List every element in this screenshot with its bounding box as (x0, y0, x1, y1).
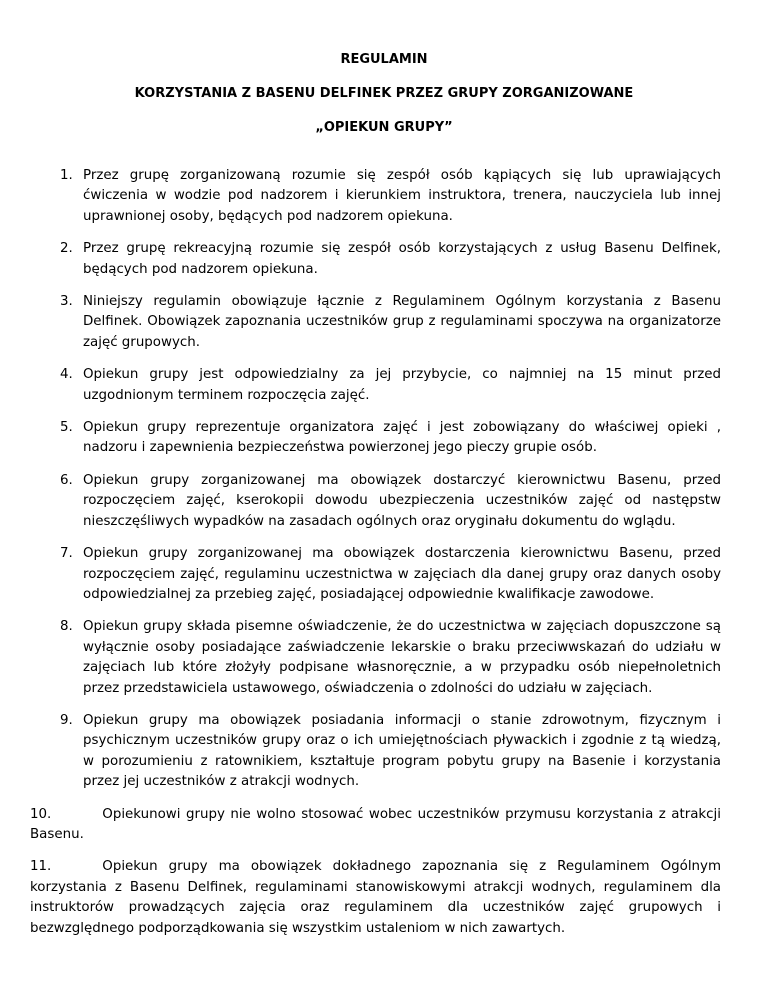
list-item (60, 471, 721, 532)
item-number: 3. (60, 294, 73, 310)
document-section-title: „OPIEKUN GRUPY” (315, 120, 453, 135)
item-text: Niniejszy regulamin obowiązuje łącznie z Regulaminem Ogólnym korzystania z Basenu Delfinek. Obowiązek zapoznania uczestników grup z regulaminami spoczywa na organizatorze zajęć grupowych. (83, 294, 721, 350)
item-number: 10. (30, 806, 52, 822)
list-item (30, 805, 721, 846)
item-text: Opiekun grupy zorganizowanej ma obowiązek dostarczyć kierownictwu Basenu, przed rozpoczęciem zajęć, kserokopii dowodu ubezpieczenia uczestników zajęć od następstw nieszczęśliwych wypadków na zasadach ogólnych oraz oryginału dokumentu do wglądu. (83, 472, 721, 529)
item-number: 8. (60, 619, 73, 635)
item-number: 11. (30, 859, 52, 875)
item-text: Przez grupę rekreacyjną rozumie się zespół osób korzystających z usług Basenu Delfinek, będących pod nadzorem opiekuna. (83, 241, 721, 277)
list-item (30, 857, 721, 939)
item-number: 2. (60, 241, 73, 257)
list-item (60, 418, 721, 459)
item-number: 1. (60, 168, 73, 183)
list-item (60, 365, 721, 406)
item-text: Opiekun grupy ma obowiązek dokładnego zapoznania się z Regulaminem Ogólnym korzystania z Basenu Delfinek, regulaminami stanowiskowymi atrakcji wodnych, regulaminem dla instruktorów prowadzących zajęcia oraz regulaminem dla uczestników zajęć grupowych i bezwzględnego podporządkowania się wszystkim ustaleniom w nich zawartych. (30, 859, 721, 936)
item-text: Opiekunowi grupy nie wolno stosować wobec uczestników przymusu korzystania z atrakcji Basenu. (30, 806, 721, 842)
list-item (60, 711, 721, 793)
item-number: 4. (60, 367, 73, 383)
list-item (60, 544, 721, 605)
item-text: Opiekun grupy składa pisemne oświadczenie, że do uczestnictwa w zajęciach dopuszczone są wyłącznie osoby posiadające zaświadczenie lekarskie o braku przeciwwskazań do udziału w zajęciach lub które złożyły podpisane własnoręcznie, a w przypadku osób niepełnoletnich przez przedstawiciela ustawowego, oświadczenia o zdolności do udziału w zajęciach. (83, 619, 721, 696)
list-item (60, 292, 721, 353)
item-number: 6. (60, 472, 73, 488)
list-item (60, 617, 721, 699)
item-text: Opiekun grupy ma obowiązek posiadania informacji o stanie zdrowotnym, fizycznym i psychicznym uczestników grupy oraz o ich umiejętnościach pływackich i zgodnie z tą wiedzą, w porozumieniu z ratownikiem, kształtuje program pobytu grupy na Basenie i korzystania przez jej uczestników z atrakcji wodnych. (83, 712, 721, 790)
list-item (60, 166, 721, 227)
item-number: 5. (60, 420, 73, 436)
regulation-list (0, 166, 768, 939)
item-text: Przez grupę zorganizowaną rozumie się zespół osób kąpiących się lub uprawiających ćwiczenia w wodzie pod nadzorem i kierunkiem instruktora, trenera, nauczyciela lub innej uprawnionej osoby, będących pod nadzorem opiekuna. (83, 168, 721, 224)
document-subtitle: KORZYSTANIA Z BASENU DELFINEK PRZEZ GRUPY ZORGANIZOWANE (134, 86, 634, 101)
item-number: 7. (60, 546, 73, 562)
item-text: Opiekun grupy jest odpowiedzialny za jej przybycie, co najmniej na 15 minut przed uzgodnionym terminem rozpoczęcia zajęć. (83, 367, 721, 403)
item-text: Opiekun grupy reprezentuje organizatora zajęć i jest zobowiązany do właściwej opieki , nadzoru i zapewnienia bezpieczeństwa powierzonej jego pieczy grupie osób. (83, 420, 721, 456)
item-text: Opiekun grupy zorganizowanej ma obowiązek dostarczenia kierownictwu Basenu, przed rozpoczęciem zajęć, regulaminu uczestnictwa w zajęciach dla danej grupy oraz danych osoby odpowiedzialnej za przebieg zajęć, posiadającej odpowiednie kwalifikacje zawodowe. (83, 546, 721, 602)
item-number: 9. (60, 712, 73, 728)
list-item (60, 239, 721, 280)
document-title: REGULAMIN (340, 52, 428, 67)
